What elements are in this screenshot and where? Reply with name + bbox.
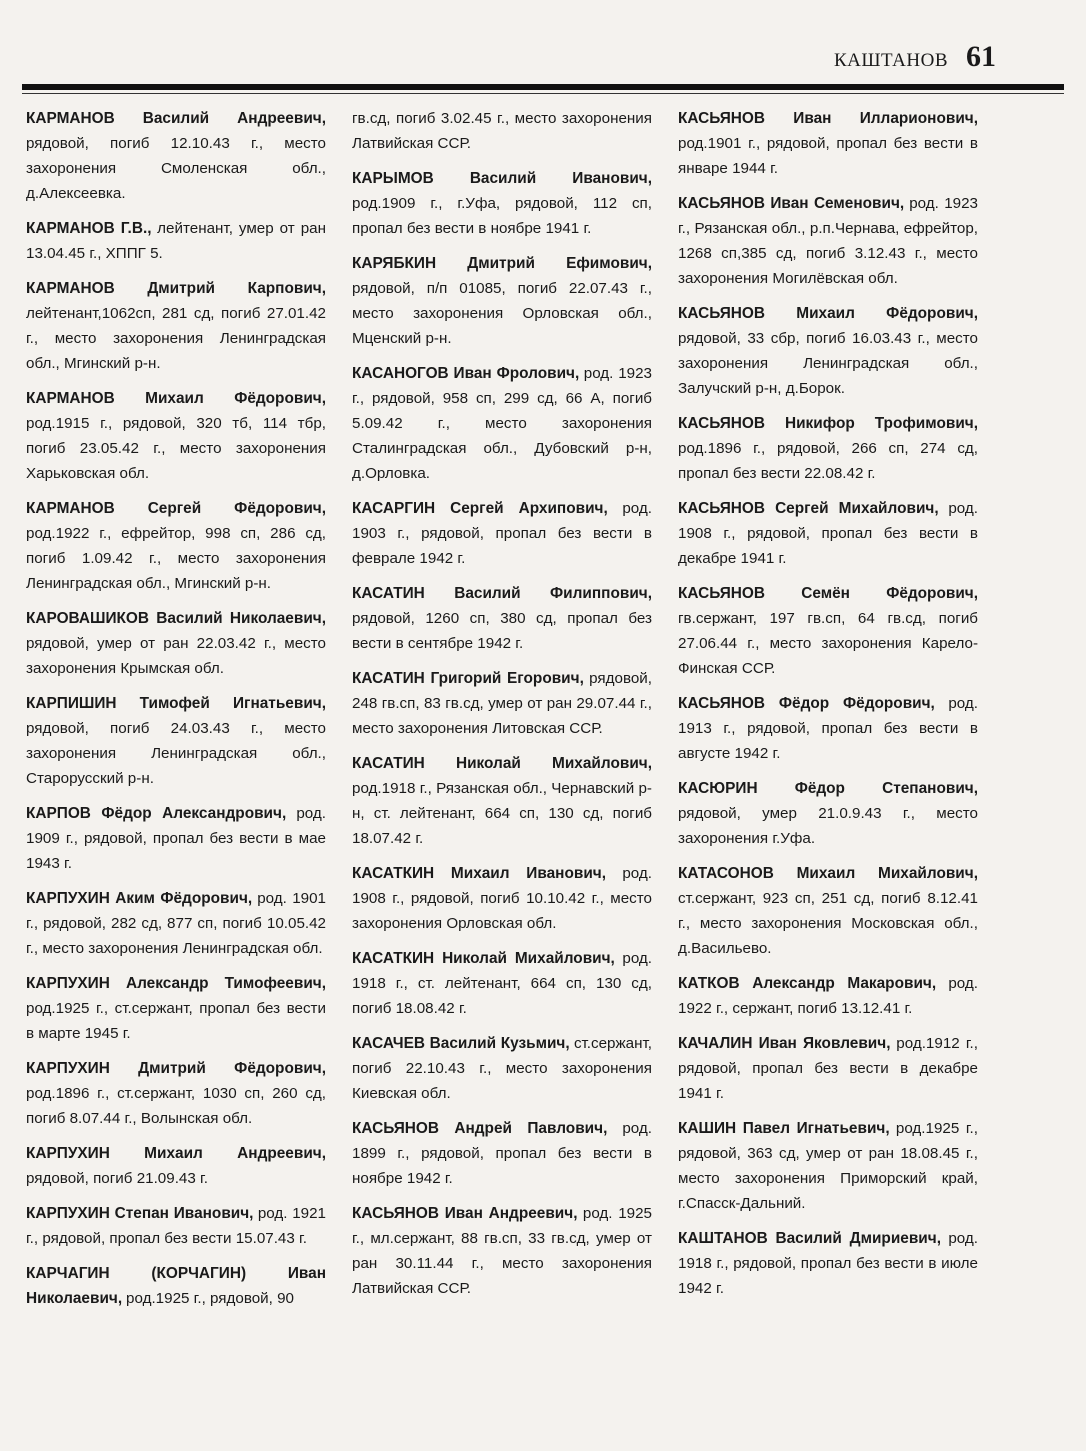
- entry-name: КАЧАЛИН Иван Яковлевич,: [678, 1035, 891, 1052]
- entry-name: КАШТАНОВ Василий Дмириевич,: [678, 1230, 941, 1247]
- entry: [678, 581, 978, 681]
- entry-name: КАРПИШИН Тимофей Игнатьевич,: [26, 695, 326, 712]
- header-rule-thick: [22, 84, 1064, 90]
- running-header: [834, 40, 996, 74]
- entry-name: КАРПУХИН Александр Тимофеевич,: [26, 975, 326, 992]
- entry: [26, 1261, 326, 1311]
- entry-name: КАСЬЯНОВ Андрей Павлович,: [352, 1120, 608, 1137]
- entry-text: ст.сержант, погиб 22.10.43 г., место захоронения Киевская обл.: [352, 1035, 652, 1102]
- entry-text: род.1912 г., рядовой, пропал без вести в декабре 1941 г.: [678, 1035, 978, 1102]
- entry-text: рядовой, 33 сбр, погиб 16.03.43 г., место захоронения Ленинградская обл., Залучский р-н, д.Борок.: [678, 330, 978, 397]
- entry-name: КАСЬЯНОВ Иван Андреевич,: [352, 1205, 578, 1222]
- entry-text: рядовой, погиб 21.09.43 г.: [26, 1170, 208, 1187]
- page-number: 61: [966, 40, 996, 73]
- entry-text: рядовой, 1260 сп, 380 сд, пропал без вести в сентябре 1942 г.: [352, 610, 652, 652]
- entry: [26, 496, 326, 596]
- entry: [352, 1116, 652, 1191]
- entry: [26, 386, 326, 486]
- entry: [26, 971, 326, 1046]
- entry-name: КАРПУХИН Михаил Андреевич,: [26, 1145, 326, 1162]
- entry-name: КАСЬЯНОВ Иван Илларионович,: [678, 110, 978, 127]
- entry: [26, 691, 326, 791]
- entry: [678, 411, 978, 486]
- entry-text: род. 1901 г., рядовой, 282 сд, 877 сп, погиб 10.05.42 г., место захоронения Ленинградская обл.: [26, 890, 326, 957]
- entry-text: рядовой, погиб 24.03.43 г., место захоронения Ленинградская обл., Старорусский р-н.: [26, 720, 326, 787]
- entry-text: род.1915 г., рядовой, 320 тб, 114 тбр, погиб 23.05.42 г., место захоронения Харьковская обл.: [26, 415, 326, 482]
- entry-text: род.1922 г., ефрейтор, 998 сп, 286 сд, погиб 1.09.42 г., место захоронения Ленинградская обл., Мгинский р-н.: [26, 525, 326, 592]
- entry-text: род.1896 г., ст.сержант, 1030 сп, 260 сд, погиб 8.07.44 г., Волынская обл.: [26, 1085, 326, 1127]
- entry: [26, 1056, 326, 1131]
- entry: [352, 106, 652, 156]
- entry-text: род. 1921 г., рядовой, пропал без вести 15.07.43 г.: [26, 1205, 326, 1247]
- entry-text: род. 1909 г., рядовой, пропал без вести в мае 1943 г.: [26, 805, 326, 872]
- entry: [678, 861, 978, 961]
- entry-name: КАСАТКИН Михаил Иванович,: [352, 865, 606, 882]
- entry-text: гв.сд, погиб 3.02.45 г., место захоронения Латвийская ССР.: [352, 110, 652, 152]
- entry-text: род.1918 г., Рязанская обл., Чернавский р-н, ст. лейтенант, 664 сп, 130 сд, погиб 18.07.42 г.: [352, 780, 652, 847]
- column-1: [26, 106, 326, 1321]
- entry: [678, 191, 978, 291]
- entry-text: род.1896 г., рядовой, 266 сп, 274 сд, пропал без вести 22.08.42 г.: [678, 440, 978, 482]
- entry-text: род.1925 г., рядовой, 90: [126, 1290, 294, 1307]
- entry-name: КАСЬЯНОВ Фёдор Фёдорович,: [678, 695, 935, 712]
- entry: [678, 106, 978, 181]
- entry-name: КАРПУХИН Аким Фёдорович,: [26, 890, 253, 907]
- entry: [678, 971, 978, 1021]
- entry-text: род. 1908 г., рядовой, погиб 10.10.42 г., место захоронения Орловская обл.: [352, 865, 652, 932]
- entry: [26, 1141, 326, 1191]
- entry-name: КАСЬЯНОВ Михаил Фёдорович,: [678, 305, 978, 322]
- entry: [26, 886, 326, 961]
- entry-name: КАРПОВ Фёдор Александрович,: [26, 805, 287, 822]
- entry: [352, 166, 652, 241]
- entry-text: род.1909 г., г.Уфа, рядовой, 112 сп, пропал без вести в ноябре 1941 г.: [352, 195, 652, 237]
- entry: [352, 1031, 652, 1106]
- entry: [678, 776, 978, 851]
- entry-name: КАШИН Павел Игнатьевич,: [678, 1120, 890, 1137]
- entry: [352, 361, 652, 486]
- entry-text: ст.сержант, 923 сп, 251 сд, погиб 8.12.41 г., место захоронения Московская обл., д.Васильево.: [678, 890, 978, 957]
- entry-text: гв.сержант, 197 гв.сп, 64 гв.сд, погиб 27.06.44 г., место захоронения Карело-Финская ССР.: [678, 610, 978, 677]
- entry-name: КАСЬЯНОВ Иван Семенович,: [678, 195, 905, 212]
- entry: [26, 276, 326, 376]
- entry-text: род. 1925 г., мл.сержант, 88 гв.сп, 33 гв.сд, умер от ран 30.11.44 г., место захоронения Латвийская ССР.: [352, 1205, 652, 1297]
- entry: [26, 1201, 326, 1251]
- entry-name: КАТКОВ Александр Макарович,: [678, 975, 937, 992]
- entry: [678, 496, 978, 571]
- entry-text: род. 1918 г., ст. лейтенант, 664 сп, 130 сд, погиб 18.08.42 г.: [352, 950, 653, 1017]
- entry-text: лейтенант,1062сп, 281 сд, погиб 27.01.42 г., место захоронения Ленинградская обл., Мгинский р-н.: [26, 305, 326, 372]
- entry-name: КАРМАНОВ Г.В.,: [26, 220, 152, 237]
- entry-name: КАТАСОНОВ Михаил Михайлович,: [678, 865, 978, 882]
- column-3: [678, 106, 978, 1321]
- entry-name: КАРМАНОВ Сергей Фёдорович,: [26, 500, 326, 517]
- entry-name: КАСАРГИН Сергей Архипович,: [352, 500, 608, 517]
- entry-name: КАРОВАШИКОВ Василий Николаевич,: [26, 610, 326, 627]
- entry-name: КАРМАНОВ Михаил Фёдорович,: [26, 390, 326, 407]
- running-title: КАШТАНОВ: [833, 50, 948, 71]
- column-2: [352, 106, 652, 1321]
- entry: [26, 606, 326, 681]
- entry-name: КАСЬЯНОВ Семён Фёдорович,: [678, 585, 978, 602]
- entry-text: род. 1903 г., рядовой, пропал без вести в феврале 1942 г.: [352, 500, 652, 567]
- entry: [678, 1031, 978, 1106]
- entry: [352, 1201, 652, 1301]
- entry: [678, 691, 978, 766]
- entry: [26, 801, 326, 876]
- entry-text: род.1901 г., рядовой, пропал без вести в январе 1944 г.: [678, 135, 978, 177]
- entry: [678, 1226, 978, 1301]
- entry-name: КАРЫМОВ Василий Иванович,: [352, 170, 652, 187]
- entry-text: род.1925 г., ст.сержант, пропал без вести в марте 1945 г.: [26, 1000, 326, 1042]
- entry-name: КАСЮРИН Фёдор Степанович,: [678, 780, 978, 797]
- entry: [678, 301, 978, 401]
- header-rule-thin: [22, 93, 1064, 94]
- entry-text: род. 1908 г., рядовой, пропал без вести в декабре 1941 г.: [678, 500, 978, 567]
- entry-name: КАСАТИН Николай Михайлович,: [352, 755, 652, 772]
- entry-text: рядовой, 248 гв.сп, 83 гв.сд, умер от ран 29.07.44 г., место захоронения Литовская ССР.: [352, 670, 653, 737]
- entry-text: род. 1922 г., сержант, погиб 13.12.41 г.: [678, 975, 978, 1017]
- entry-text: рядовой, умер 21.0.9.43 г., место захоронения г.Уфа.: [678, 805, 978, 847]
- entry: [26, 216, 326, 266]
- entry-name: КАСЬЯНОВ Сергей Михайлович,: [678, 500, 939, 517]
- entry: [352, 251, 652, 351]
- entry-text: род. 1899 г., рядовой, пропал без вести в ноябре 1942 г.: [352, 1120, 652, 1187]
- entry-text: рядовой, погиб 12.10.43 г., место захоронения Смоленская обл., д.Алексеевка.: [26, 135, 326, 202]
- entry-name: КАРПУХИН Степан Иванович,: [26, 1205, 254, 1222]
- entry-name: КАРМАНОВ Василий Андреевич,: [26, 110, 326, 127]
- entry-text: род.1925 г., рядовой, 363 сд, умер от ран 18.08.45 г., место захоронения Приморский край, г.Спасск-Дальний.: [678, 1120, 978, 1212]
- entry-name: КАСАТИН Григорий Егорович,: [352, 670, 584, 687]
- entry-name: КАСАТКИН Николай Михайлович,: [352, 950, 615, 967]
- entry-text: род. 1923 г., Рязанская обл., р.п.Чернава, ефрейтор, 1268 сп,385 сд, погиб 3.12.43 г., место захоронения Могилёвская обл.: [678, 195, 979, 287]
- entry-name: КАРЯБКИН Дмитрий Ефимович,: [352, 255, 652, 272]
- entry: [352, 861, 652, 936]
- entry: [352, 751, 652, 851]
- entry-name: КАСАТИН Василий Филиппович,: [352, 585, 652, 602]
- entry-text: род. 1913 г., рядовой, пропал без вести в августе 1942 г.: [678, 695, 978, 762]
- entry: [26, 106, 326, 206]
- entry-text: род. 1918 г., рядовой, пропал без вести в июле 1942 г.: [678, 1230, 978, 1297]
- entry-name: КАРЧАГИН (КОРЧАГИН) Иван Николаевич,: [26, 1265, 326, 1307]
- entry-text: рядовой, умер от ран 22.03.42 г., место захоронения Крымская обл.: [26, 635, 326, 677]
- text-columns: [26, 106, 978, 1321]
- entry-name: КАРПУХИН Дмитрий Фёдорович,: [26, 1060, 326, 1077]
- entry-name: КАСАЧЕВ Василий Кузьмич,: [352, 1035, 570, 1052]
- entry-text: род. 1923 г., рядовой, 958 сп, 299 сд, 66 А, погиб 5.09.42 г., место захоронения Сталинградская обл., Дубовский р-н, д.Орловка.: [352, 365, 652, 482]
- entry: [352, 496, 652, 571]
- entry-text: рядовой, п/п 01085, погиб 22.07.43 г., место захоронения Орловская обл., Мценский р-н.: [352, 280, 652, 347]
- entry-text: лейтенант, умер от ран 13.04.45 г., ХППГ 5.: [26, 220, 326, 262]
- entry: [352, 946, 652, 1021]
- entry-name: КАСАНОГОВ Иван Фролович,: [352, 365, 580, 382]
- entry-name: КАСЬЯНОВ Никифор Трофимович,: [678, 415, 978, 432]
- entry: [352, 581, 652, 656]
- entry: [352, 666, 652, 741]
- entry: [678, 1116, 978, 1216]
- entry-name: КАРМАНОВ Дмитрий Карпович,: [26, 280, 326, 297]
